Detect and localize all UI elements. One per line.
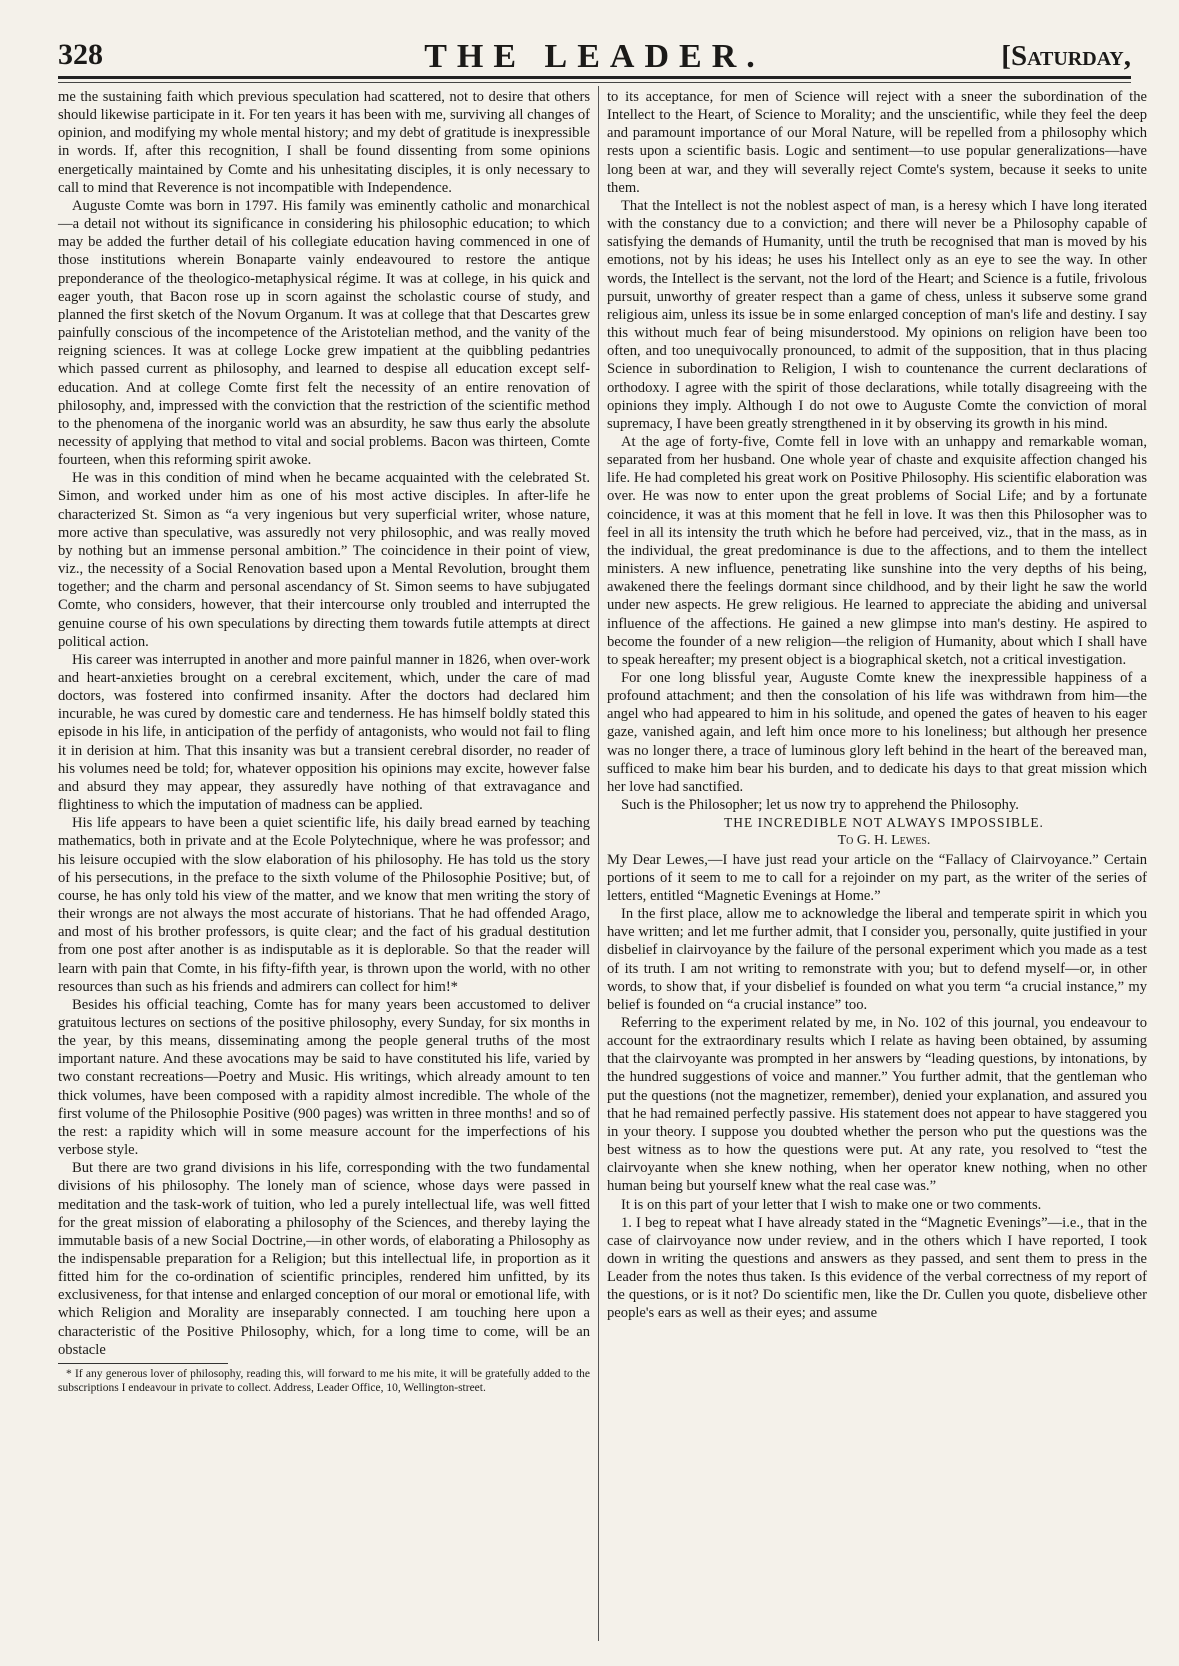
footnote-rule <box>58 1363 228 1364</box>
footnote: * If any generous lover of philosophy, reading this, will forward to me his mite, it will be gratefully added to the subscriptions I endeavour in private to collect. Address, Leader Office, 10, Wellington-street. <box>58 1367 590 1394</box>
paragraph: At the age of forty-five, Comte fell in love with an unhappy and remarkable woman, separated from her husband. One whole year of chaste and exquisite affection changed his life. He had completed his great work on Positive Philosophy. His scientific elaboration was over. He was now to enter upon the great problems of Social Life; and by a fortunate coincidence, it was at this moment that he fell in love. It was then this Philosopher was to feel in all its intensity the truth which he before had perceived, viz., that in the mass, as in the individual, the great predominance is due to the affections, and to them the intellect ministers. A new influence, penetrating like sunshine into the very depths of his being, awakened there the feelings dormant since childhood, and by their light he saw the world under new aspects. He grew religious. He learned to appreciate the abiding and universal influence of the affections. He gained a new glimpse into man's destiny. He aspired to become the founder of a new religion—the religion of Humanity, about which I shall have to speak hereafter; my present object is a biographical sketch, not a critical investigation. <box>607 433 1147 668</box>
page-number: 328 <box>58 38 103 71</box>
issue-day: [Saturday, <box>1001 40 1131 72</box>
paragraph: He was in this condition of mind when he became acquainted with the celebrated St. Simon, and worked under him as one of his most active disciples. In after-life he characterized St. Simon as “a very ingenious but very superficial writer, whose nature, more active than speculative, was assuredly not very philosophic, and was really moved by nothing but an immense personal ambition.” The coincidence in their point of view, viz., the necessity of a Social Renovation based upon a Mental Revolution, brought them together; and the charm and personal ascendancy of St. Simon seems to have subjugated Comte, who considers, however, that their intercourse only troubled and interrupted the genuine course of his own speculations by directing them towards futile attempts at direct political action. <box>58 470 590 650</box>
article-title: THE INCREDIBLE NOT ALWAYS IMPOSSIBLE. <box>724 815 1044 831</box>
left-column <box>58 88 590 1395</box>
paragraph: My Dear Lewes,—I have just read your article on the “Fallacy of Clairvoyance.” Certain portions of it seem to me to call for a rejoinder on my part, as the writer of the series of letters, entitled “Magnetic Evenings at Home.” <box>607 851 1147 904</box>
paragraph: That the Intellect is not the noblest aspect of man, is a heresy which I have long iterated with the constancy due to a conviction; and there will never be a Philosophy capable of satisfying the demands of Humanity, until the truth be recognised that man is moved by his emotions, not by his ideas; he uses his Intellect only as an eye to see the way. In other words, the Intellect is the servant, not the lord of the Heart; and Science is a futile, frivolous pursuit, unworthy of greater respect than a game of chess, unless it subserve some grand religious aim, unless its issue be in some enlarged conception of man's life and destiny. I say this without much fear of being misunderstood. My opinions on religion have been too often, and too unequivocally pronounced, to admit of the supposition, that in thus placing Science in subordination to Religion, I wish to countenance the current declarations of orthodoxy. I agree with the spirit of those declarations, while totally disagreeing with the opinions they imply. Although I do not owe to Auguste Comte the conviction of moral supremacy, I have been greatly strengthened in it by observing its growth in his mind. <box>607 197 1147 432</box>
paragraph: me the sustaining faith which previous speculation had scattered, not to desire that others should likewise participate in it. For ten years it has been with me, surviving all changes of opinion, and modifying my whole mental history; and my debt of gratitude is inexpressible in words. If, after this recognition, I shall be found dissenting from some opinions energetically maintained by Comte and his unhesitating disciples, it is only necessary to call to mind that Reverence is not incompatible with Independence. <box>58 89 590 196</box>
paragraph: Referring to the experiment related by me, in No. 102 of this journal, you endeavour to account for the extraordinary results which I relate as having been obtained, by assuming that the clairvoyante was prompted in her answers by “leading questions, by intonations, by the hundred suggestions of voice and manner.” You further admit, that the gentleman who put the questions (not the magnetizer, remember), denied your explanation, and assured you that he had remained perfectly passive. His statement does not appear to have staggered you in your theory. I suppose you doubted whether the person who put the questions was the best witness as to how the questions were put. At any rate, you resolved to “test the clairvoyante when she knew nothing, when her operator knew nothing, when no other human being but yourself knew what the real case was.” <box>607 1014 1147 1195</box>
header-rule-thin <box>58 82 1131 83</box>
column-divider <box>598 86 599 1641</box>
paragraph: It is on this part of your letter that I wish to make one or two comments. <box>621 1196 1042 1213</box>
right-column <box>607 88 1147 1323</box>
paragraph: For one long blissful year, Auguste Comte knew the inexpressible happiness of a profound attachment; and then the consolation of his life was withdrawn from him—the angel who had appeared to him in his solitude, and opened the gates of heaven to his eager gaze, vanished again, and left him once more to his loneliness; but although her presence was no longer there, a trace of luminous glory left behind in the heart of the bereaved man, sufficed to make him bear his burden, and to dedicate his days to that great mission which her love had sanctified. <box>607 670 1147 795</box>
paragraph: Such is the Philosopher; let us now try to apprehend the Philosophy. <box>621 797 1019 814</box>
article-subtitle: To G. H. Lewes. <box>837 833 931 849</box>
paragraph: His career was interrupted in another and more painful manner in 1826, when over-work and heart-anxieties brought on a cerebral excitement, which, under the care of mad doctors, was fostered into confirmed insanity. After the doctors had declared him incurable, he was cured by domestic care and tenderness. He has himself boldly stated this episode in his life, in anticipation of the perfidy of antagonists, who would not fail to fling it in derision at him. That this insanity was but a transient cerebral disorder, no reader of his volumes need be told; for, whatever opposition his opinions may excite, however false and absurd they may appear, they assuredly have nothing of that extravagance and flightiness to which the imputation of madness can be applied. <box>58 651 590 814</box>
paragraph: Auguste Comte was born in 1797. His family was eminently catholic and monarchical—a detail not without its significance in considering his philosophic education; to which may be added the further detail of his collegiate education having commenced in one of those institutions wherein Bonaparte vainly endeavoured to restore the antique preponderance of the theologico-metaphysical régime. It was at college, in his quick and eager youth, that Bacon rose up in scorn against the scholastic course of study, and planned the first sketch of the Novum Organum. It was at college that that Descartes grew painfully conscious of the incompetence of the Aristotelian method, and the vanity of the reigning sciences. It was at college Locke grew impatient at the quibbling pedantries which passed current as philosophy, and learned to despise all education except self-education. And at college Comte first felt the necessity of an entire renovation of philosophy, and, impressed with the conviction that the restriction of the scientific method to the phenomena of the inorganic world was an absurdity, he saw thus early the absolute necessity of applying that method to vital and social problems. Bacon was thirteen, Comte fourteen, when this reforming spirit awoke. <box>58 197 590 469</box>
paragraph: But there are two grand divisions in his life, corresponding with the two fundamental divisions of his philosophy. The lonely man of science, whose days were passed in meditation and the task-work of tuition, who led a purely intellectual life, was well fitted for the great mission of elaborating a philosophy of the Sciences, and thereby laying the immutable basis of a new Social Doctrine,—in other words, of elaborating a Philosophy as the indispensable preparation for a Religion; but this intellectual life, in proportion as it fitted him for the co-ordination of scientific principles, rendered him unfitted, by its exclusiveness, for that intense and enlarged conception of our moral or emotional life, with which Religion and Morality are inseparably connected. I am touching here upon a characteristic of the Positive Philosophy, which, for a long time to come, will be an obstacle <box>58 1160 590 1358</box>
masthead-title: THE LEADER. <box>424 38 765 75</box>
paragraph: His life appears to have been a quiet scientific life, his daily bread earned by teaching mathematics, both in private and at the Ecole Polytechnique, where he was professor; and his leisure occupied with the slow elaboration of his philosophy. He has told us the story of his persecutions, in the preface to the sixth volume of the Philosophie Positive; but, of course, he has only told his view of the matter, and we know that men writing the story of their wrongs are not always the most accurate of historians. That he had offended Arago, and most of his brother professors, is quite clear; and the fact of his gradual destitution from one post after another is as indisputable as it is deplorable. So that the reader will learn with pain that Comte, in his fifty-fifth year, is thrown upon the world, with no other resources than such as his friends and admirers can collect for him!* <box>58 815 590 995</box>
paragraph: to its acceptance, for men of Science will reject with a sneer the subordination of the Intellect to the Heart, of Science to Morality; and the unscientific, while they feel the deep and paramount importance of our Moral Nature, will be repelled from a philosophy which rests upon a scientific basis. Logic and sentiment—to use popular generalizations—have long been at war, and they will severally reject Comte's system, because it seeks to unite them. <box>607 89 1147 196</box>
header-rule-thick <box>58 76 1131 79</box>
page-header <box>58 38 1131 78</box>
paragraph: 1. I beg to repeat what I have already stated in the “Magnetic Evenings”—i.e., that in the case of clairvoyance now under review, and in the others which I have reported, I took down in writing the questions and answers as they passed, and sent them to press in the Leader from the notes thus taken. Is this evidence of the verbal correctness of my report of the questions, or is it not? Do scientific men, like the Dr. Cullen you quote, disbelieve other people's ears as well as their eyes; and assume <box>607 1214 1147 1322</box>
paragraph: Besides his official teaching, Comte has for many years been accustomed to deliver gratuitous lectures on sections of the positive philosophy, every Sunday, for six months in the year, by this means, disseminating among the people general truths of the most important nature. And these avocations may be said to have constituted his life, varied by two constant recreations—Poetry and Music. His writings, which already amount to ten thick volumes, have been composed with a rapidity almost incredible. The whole of the first volume of the Philosophie Positive (900 pages) was written in three months! and so of the rest: a rapidity which will in some measure account for the imperfections of his verbose style. <box>58 996 590 1159</box>
paragraph: In the first place, allow me to acknowledge the liberal and temperate spirit in which you have written; and let me further admit, that I consider you, personally, quite justified in your disbelief in clairvoyance by the failure of the personal experiment which you made as a test of its truth. I am not writing to remonstrate with you; but to defend myself—or, in other words, to show that, if your disbelief is founded on what you term “a crucial instance,” my belief is founded on “a crucial instance” too. <box>607 906 1147 1013</box>
